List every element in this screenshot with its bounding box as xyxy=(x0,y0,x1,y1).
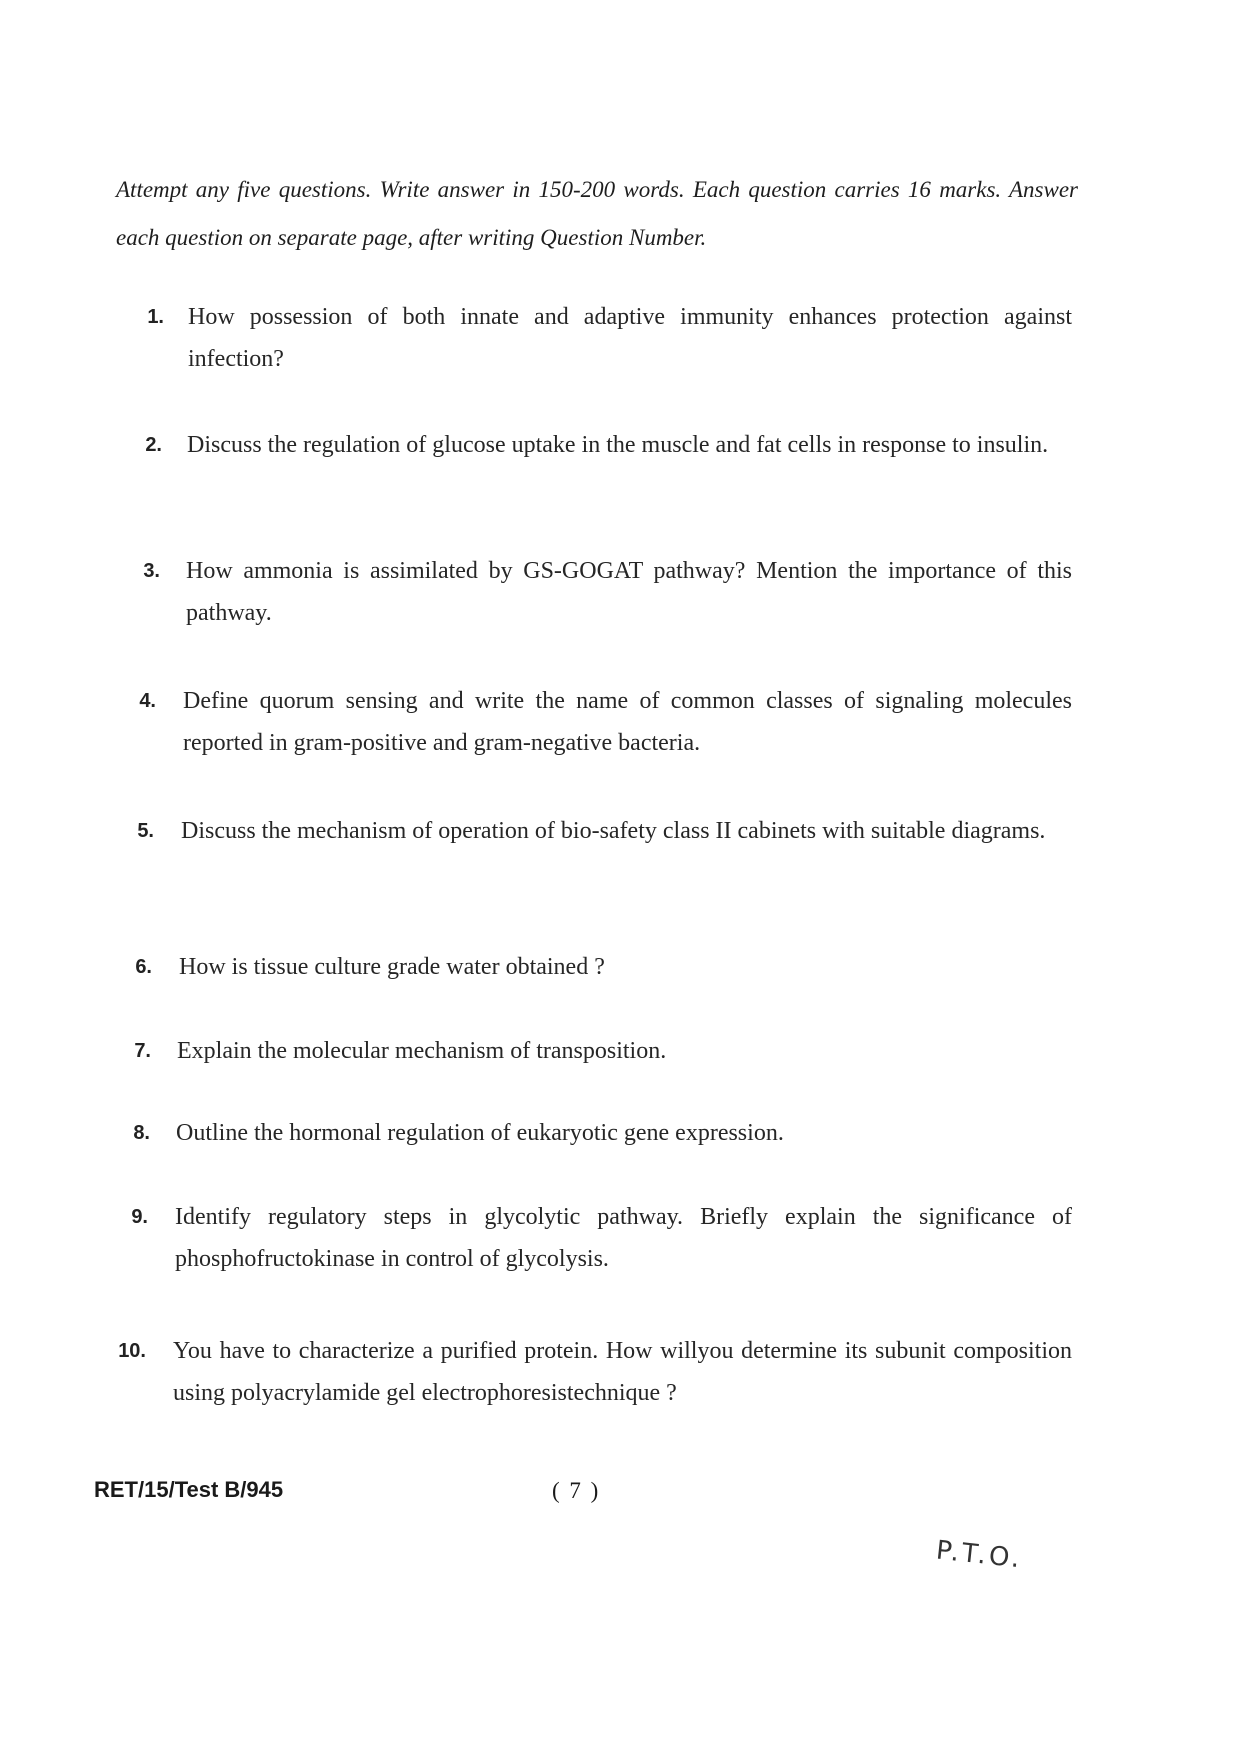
question-number: 5. xyxy=(137,820,154,842)
pto-note: P.T.O. xyxy=(934,1535,1024,1575)
question-number: 9. xyxy=(131,1206,148,1228)
instructions-text: Attempt any five questions. Write answer in 150-200 words. Each question carries 16 marks. Answer each question on separate page, after writing Question Number. xyxy=(116,177,1078,250)
question-number: 6. xyxy=(135,956,152,978)
question-text: You have to characterize a purified protein. How willyou determine its subunit composition using polyacrylamide gel electrophoresistechnique ? xyxy=(173,1338,1072,1406)
question-number: 4. xyxy=(139,690,156,712)
question-number: 2. xyxy=(145,434,162,456)
question-number: 1. xyxy=(147,306,164,328)
question-number: 3. xyxy=(143,560,160,582)
question-text: How ammonia is assimilated by GS-GOGAT pathway? Mention the importance of this pathway. xyxy=(186,558,1072,626)
question-number: 7. xyxy=(134,1040,151,1062)
question-number: 10. xyxy=(118,1340,146,1362)
question-number: 8. xyxy=(133,1122,150,1144)
question-text: Define quorum sensing and write the name of common classes of signaling molecules reported in gram-positive and gram-negative bacteria. xyxy=(183,688,1072,756)
question-text: Identify regulatory steps in glycolytic pathway. Briefly explain the significance of phosphofructokinase in control of glycolysis. xyxy=(175,1204,1072,1272)
exam-instructions xyxy=(116,166,1078,262)
question-text: Explain the molecular mechanism of transposition. xyxy=(177,1038,667,1064)
question-text: How is tissue culture grade water obtained ? xyxy=(179,954,605,980)
question-text: Discuss the regulation of glucose uptake in the muscle and fat cells in response to insulin. xyxy=(187,432,1049,458)
question-text: How possession of both innate and adaptive immunity enhances protection against infection? xyxy=(188,304,1072,372)
question-text: Discuss the mechanism of operation of bio-safety class II cabinets with suitable diagrams. xyxy=(181,818,1046,844)
question-text: Outline the hormonal regulation of eukaryotic gene expression. xyxy=(176,1120,784,1146)
paper-code: RET/15/Test B/945 xyxy=(94,1477,284,1502)
page-number: ( 7 ) xyxy=(552,1478,601,1503)
